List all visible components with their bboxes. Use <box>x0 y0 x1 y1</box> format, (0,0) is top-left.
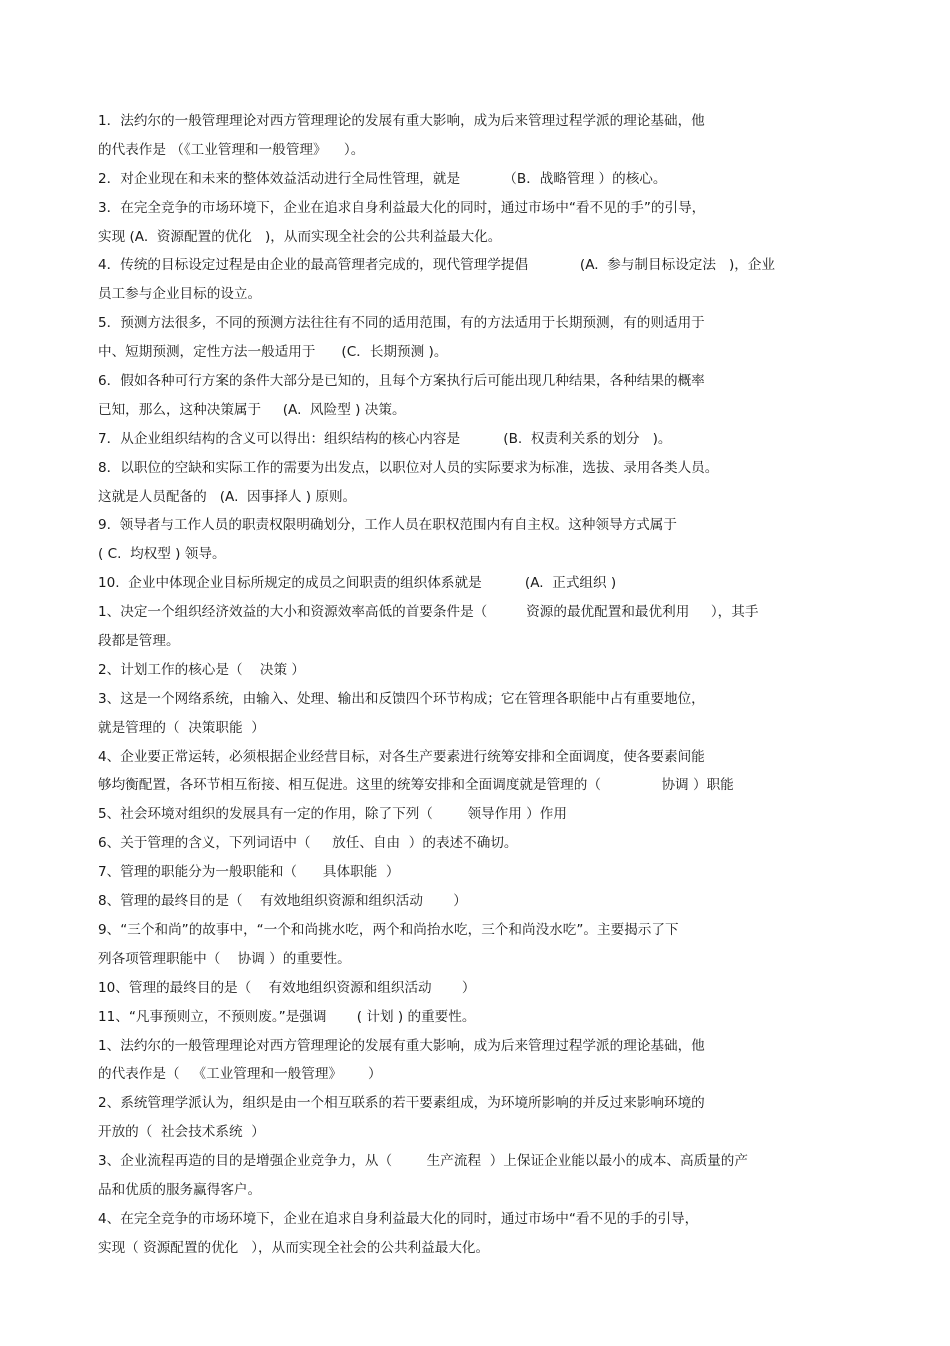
text-line: 中、短期预测，定性方法一般适用于 (C．长期预测 )。 <box>98 344 448 361</box>
text-line: 9. 领导者与工作人员的职责权限明确划分，工作人员在职权范围内有自主权。这种领导方式属于 <box>98 517 677 534</box>
text-line: 8、管理的最终目的是（ 有效地组织资源和组织活动 ） <box>98 893 467 910</box>
text-line: 4．传统的目标设定过程是由企业的最高管理者完成的，现代管理学提倡 (A. 参与制目标设定法 )，企业 <box>98 257 776 274</box>
text-line: 品和优质的服务赢得客户。 <box>98 1181 262 1198</box>
text-line: 就是管理的（ 决策职能 ） <box>98 719 265 736</box>
text-line: 5．预测方法很多，不同的预测方法往往有不同的适用范围，有的方法适用于长期预测，有的则适用于 <box>98 315 705 332</box>
text-line: 7．从企业组织结构的含义可以得出：组织结构的核心内容是 (B. 权责利关系的划分 )。 <box>98 430 672 447</box>
text-line: 8．以职位的空缺和实际工作的需要为出发点，以职位对人员的实际要求为标准，选拔、录用各类人员。 <box>98 459 719 476</box>
text-line: 1、法约尔的一般管理理论对西方管理理论的发展有重大影响，成为后来管理过程学派的理论基础，他 <box>98 1037 705 1054</box>
text-line: 3、企业流程再造的目的是增强企业竞争力，从（ 生产流程 ）上保证企业能以最小的成本、高质量的产 <box>98 1153 748 1170</box>
text-line: 员工参与企业目标的设立。 <box>98 286 262 303</box>
text-line: 11、“凡事预则立，不预则废。”是强调 ( 计划 ) 的重要性。 <box>98 1008 476 1025</box>
text-line: 这就是人员配备的 (A. 因事择人 ) 原则。 <box>98 488 357 505</box>
text-line: 2、计划工作的核心是（ 决策 ） <box>98 661 305 678</box>
text-line: 9、“三个和尚”的故事中，“一个和尚挑水吃，两个和尚抬水吃，三个和尚没水吃”。主要揭示了下 <box>98 921 679 938</box>
text-line: 已知，那么，这种决策属于 (A. 风险型 ) 决策。 <box>98 401 406 418</box>
text-line: 够均衡配置，各环节相互衔接、相互促进。这里的统筹安排和全面调度就是管理的（ 协调 ）职能 <box>98 777 734 794</box>
text-line: 1．法约尔的一般管理理论对西方管理理论的发展有重大影响，成为后来管理过程学派的理论基础，他 <box>98 113 705 129</box>
text-line: 列各项管理职能中（ 协调 ）的重要性。 <box>98 950 351 967</box>
text-line: 4、企业要正常运转，必须根据企业经营目标，对各生产要素进行统筹安排和全面调度，使各要素间能 <box>98 748 705 765</box>
text-line: 10. 企业中体现企业目标所规定的成员之间职责的组织体系就是 (A. 正式组织 ) <box>98 575 617 592</box>
text-line: 实现（ 资源配置的优化 ），从而实现全社会的公共利益最大化。 <box>98 1239 490 1256</box>
text-line: 段都是管理。 <box>98 633 180 650</box>
text-line: 3．在完全竞争的市场环境下，企业在追求自身利益最大化的同时，通过市场中“看不见的手”的引导， <box>98 199 706 216</box>
text-line: 6．假如各种可行方案的条件大部分是已知的，且每个方案执行后可能出现几种结果，各种结果的概率 <box>98 373 705 390</box>
text-line: ( C. 均权型 ) 领导。 <box>98 546 226 563</box>
text-line: 实现 (A. 资源配置的优化 )，从而实现全社会的公共利益最大化。 <box>98 228 502 245</box>
text-line: 2、系统管理学派认为，组织是由一个相互联系的若干要素组成，为环境所影响的并反过来影响环境的 <box>98 1095 705 1112</box>
text-line: 5、社会环境对组织的发展具有一定的作用，除了下列（ 领导作用 ）作用 <box>98 806 567 823</box>
text-line: 4、在完全竞争的市场环境下，企业在追求自身利益最大化的同时，通过市场中“看不见的手的引导， <box>98 1210 699 1227</box>
text-line: 的代表作是（ 《工业管理和一般管理》 ） <box>98 1066 382 1083</box>
text-line: 3、这是一个网络系统，由输入、处理、输出和反馈四个环节构成；它在管理各职能中占有重要地位， <box>98 690 705 707</box>
document-body <box>98 107 868 1263</box>
text-line: 的代表作是 （《工业管理和一般管理》 ）。 <box>98 141 365 158</box>
text-line: 10、管理的最终目的是（ 有效地组织资源和组织活动 ） <box>98 979 476 996</box>
text-line: 2．对企业现在和未来的整体效益活动进行全局性管理，就是 （B．战略管理 ）的核心。 <box>98 170 667 187</box>
text-line: 1、决定一个组织经济效益的大小和资源效率高低的首要条件是（ 资源的最优配置和最优利用 ），其手 <box>98 604 759 621</box>
text-line: 开放的（ 社会技术系统 ） <box>98 1124 265 1141</box>
text-line: 7、管理的职能分为一般职能和（ 具体职能 ） <box>98 864 400 881</box>
text-line: 6、关于管理的含义，下列词语中（ 放任、自由 ）的表述不确切。 <box>98 835 518 852</box>
